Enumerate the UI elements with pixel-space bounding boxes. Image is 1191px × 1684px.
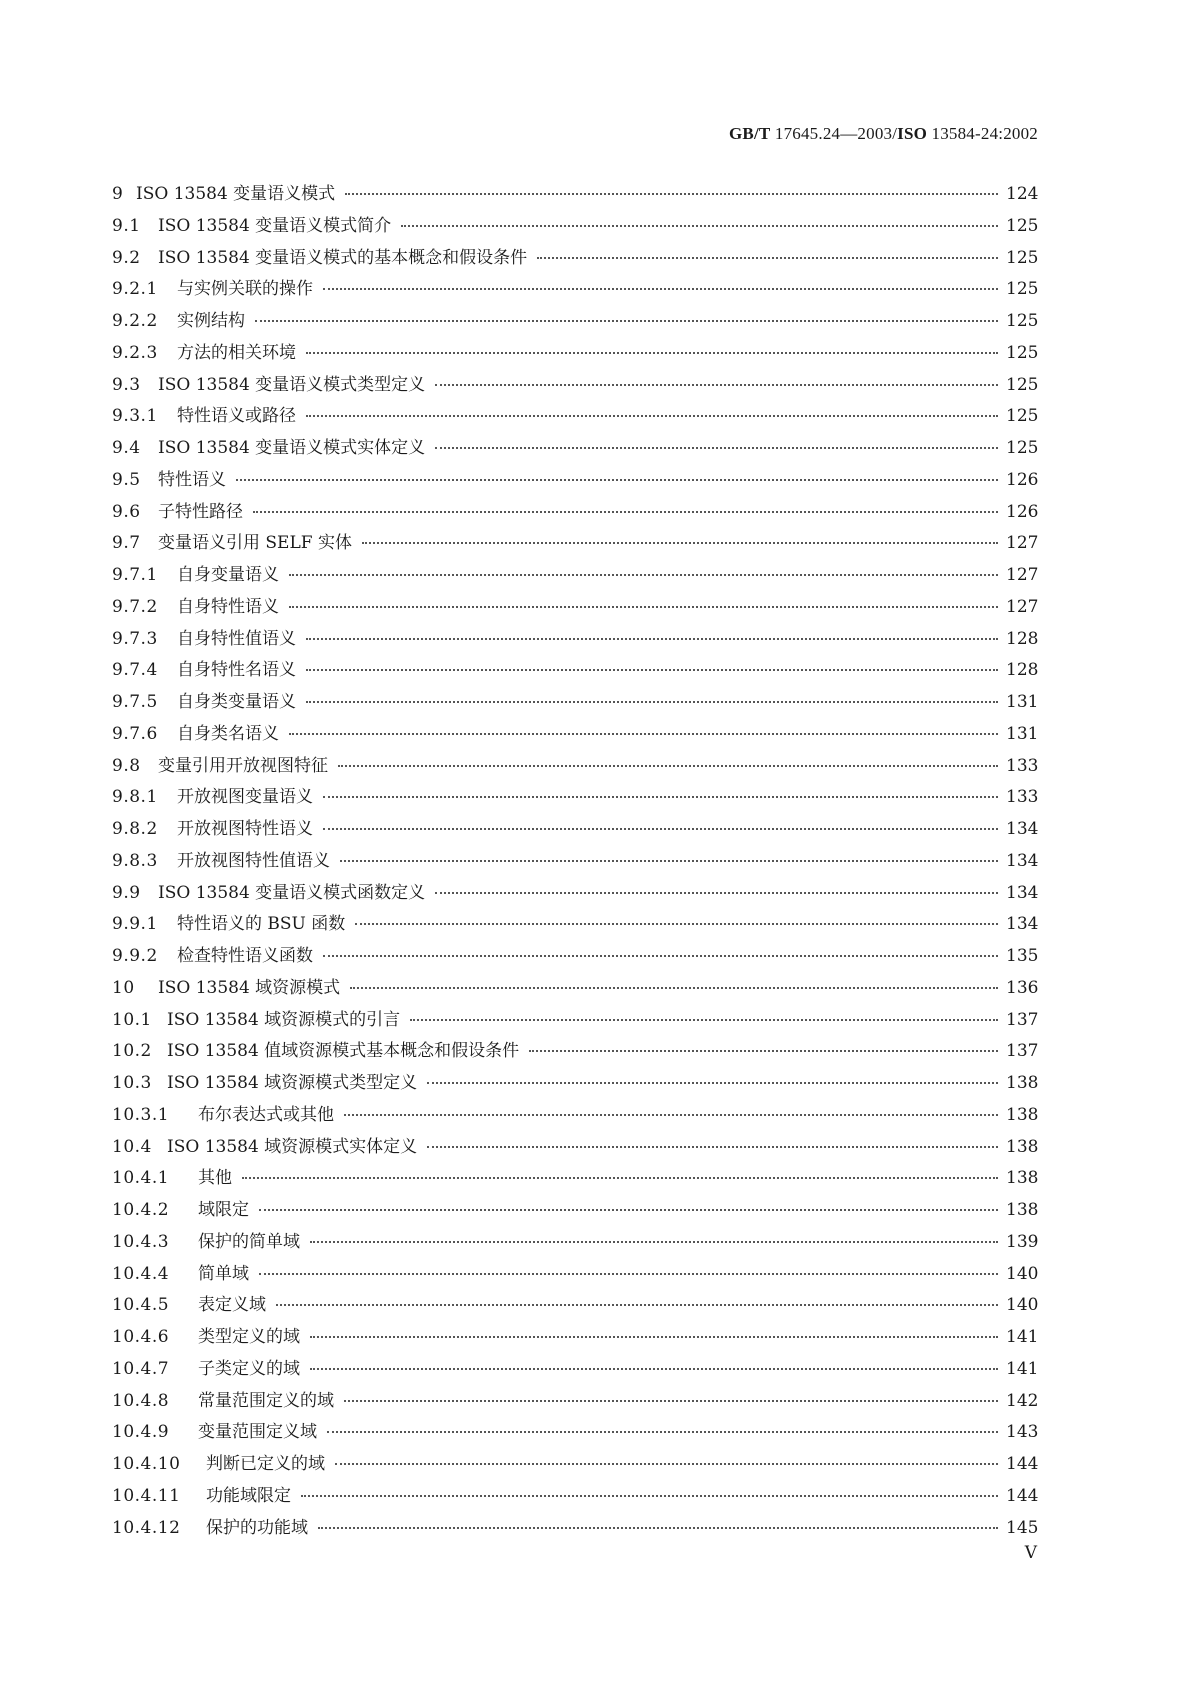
toc-entry-number: 10.4.8 bbox=[112, 1390, 170, 1411]
toc-entry-title: 变量范围定义域 bbox=[198, 1422, 317, 1443]
toc-entry-page: 131 bbox=[1006, 692, 1039, 712]
toc-entry-page: 140 bbox=[1006, 1263, 1039, 1284]
toc-entry bbox=[112, 1290, 1038, 1322]
toc-entry-page: 138 bbox=[1006, 1136, 1039, 1157]
toc-entry bbox=[112, 1163, 1038, 1195]
toc-dot-leader bbox=[301, 1495, 998, 1497]
document-header bbox=[729, 124, 1038, 144]
toc-entry-title: 变量引用开放视图特征 bbox=[158, 755, 328, 776]
toc-entry bbox=[112, 973, 1038, 1005]
toc-entry-page: 125 bbox=[1006, 215, 1039, 236]
toc-entry-title: 功能域限定 bbox=[206, 1485, 291, 1506]
toc-entry-number: 10.4.12 bbox=[112, 1517, 181, 1538]
toc-entry-title: 检查特性语义函数 bbox=[177, 946, 313, 966]
toc-entry-page: 144 bbox=[1006, 1454, 1039, 1474]
toc-entry-title: 表定义域 bbox=[198, 1295, 266, 1316]
toc-entry-page: 139 bbox=[1006, 1231, 1039, 1252]
toc-entry-title: 自身类变量语义 bbox=[177, 692, 296, 712]
toc-entry-page: 138 bbox=[1006, 1200, 1039, 1220]
toc-entry bbox=[112, 719, 1038, 751]
toc-dot-leader bbox=[289, 574, 998, 576]
header-iso-code: ISO bbox=[897, 124, 928, 143]
toc-dot-leader bbox=[427, 1082, 998, 1084]
toc-entry-page: 138 bbox=[1006, 1168, 1039, 1189]
toc-entry bbox=[112, 687, 1038, 719]
toc-dot-leader bbox=[323, 796, 998, 798]
toc-entry-number: 10.1 bbox=[112, 1009, 152, 1030]
toc-dot-leader bbox=[529, 1050, 998, 1052]
toc-entry bbox=[112, 909, 1038, 941]
toc-entry bbox=[112, 1195, 1038, 1227]
toc-entry-title: ISO 13584 域资源模式的引言 bbox=[167, 1009, 401, 1030]
toc-entry-page: 125 bbox=[1006, 406, 1039, 427]
toc-dot-leader bbox=[323, 955, 998, 957]
toc-entry bbox=[112, 941, 1038, 973]
toc-entry-title: 特性语义或路径 bbox=[177, 406, 296, 427]
toc-entry bbox=[112, 751, 1038, 783]
toc-dot-leader bbox=[306, 415, 998, 417]
toc-entry bbox=[112, 1449, 1038, 1481]
toc-entry-title: ISO 13584 变量语义模式类型定义 bbox=[158, 374, 426, 395]
toc-entry bbox=[112, 846, 1038, 878]
toc-dot-leader bbox=[355, 923, 998, 925]
toc-entry-page: 138 bbox=[1006, 1104, 1039, 1125]
toc-entry-number: 9.7.4 bbox=[112, 660, 158, 681]
toc-entry-number: 9.3.1 bbox=[112, 406, 158, 427]
toc-entry bbox=[112, 560, 1038, 592]
toc-entry-page: 141 bbox=[1006, 1327, 1039, 1347]
toc-entry-page: 145 bbox=[1006, 1517, 1039, 1538]
toc-entry-title: 自身特性语义 bbox=[177, 596, 279, 617]
toc-entry-title: 布尔表达式或其他 bbox=[198, 1104, 334, 1125]
toc-entry-title: 简单域 bbox=[198, 1263, 249, 1284]
toc-entry bbox=[112, 306, 1038, 338]
toc-entry-number: 9 bbox=[112, 184, 124, 204]
toc-entry-page: 125 bbox=[1006, 374, 1039, 395]
toc-entry-title: 判断已定义的域 bbox=[206, 1454, 325, 1474]
toc-dot-leader bbox=[410, 1019, 998, 1021]
toc-dot-leader bbox=[335, 1463, 998, 1465]
toc-entry-title: ISO 13584 域资源模式 bbox=[158, 977, 341, 998]
toc-entry bbox=[112, 1386, 1038, 1418]
toc-entry-title: 子类定义的域 bbox=[198, 1358, 300, 1379]
toc-entry-title: 自身特性值语义 bbox=[177, 628, 296, 649]
toc-entry bbox=[112, 814, 1038, 846]
toc-entry-number: 9.5 bbox=[112, 469, 141, 490]
toc-dot-leader bbox=[401, 225, 998, 227]
toc-dot-leader bbox=[236, 479, 998, 481]
toc-entry-number: 10.4.11 bbox=[112, 1485, 181, 1506]
toc-entry-number: 10.4 bbox=[112, 1136, 152, 1157]
toc-entry-title: 特性语义的 BSU 函数 bbox=[177, 914, 346, 935]
toc-entry bbox=[112, 1132, 1038, 1164]
toc-entry-number: 10.3 bbox=[112, 1073, 152, 1093]
toc-dot-leader bbox=[289, 606, 998, 608]
toc-entry-page: 125 bbox=[1006, 311, 1039, 331]
toc-entry-number: 10.4.5 bbox=[112, 1295, 170, 1316]
toc-entry-title: ISO 13584 变量语义模式简介 bbox=[158, 215, 392, 236]
toc-entry-page: 134 bbox=[1006, 850, 1039, 871]
toc-entry-title: 其他 bbox=[198, 1168, 232, 1189]
toc-entry bbox=[112, 782, 1038, 814]
toc-dot-leader bbox=[350, 987, 998, 989]
toc-entry bbox=[112, 878, 1038, 910]
toc-entry-title: 子特性路径 bbox=[158, 501, 243, 522]
toc-dot-leader bbox=[253, 511, 998, 513]
toc-entry-number: 9.7 bbox=[112, 533, 141, 554]
toc-entry bbox=[112, 1513, 1038, 1545]
toc-entry-page: 127 bbox=[1006, 565, 1039, 585]
toc-entry-title: 保护的功能域 bbox=[206, 1517, 308, 1538]
toc-entry bbox=[112, 1100, 1038, 1132]
toc-entry-number: 10.4.2 bbox=[112, 1200, 170, 1220]
toc-entry-number: 9.2.3 bbox=[112, 342, 158, 363]
toc-entry-number: 9.9.2 bbox=[112, 946, 158, 966]
toc-entry-title: 类型定义的域 bbox=[198, 1327, 300, 1347]
toc-entry-title: 特性语义 bbox=[158, 469, 226, 490]
toc-entry-number: 10.4.9 bbox=[112, 1422, 170, 1443]
toc-dot-leader bbox=[345, 193, 998, 195]
toc-entry-title: ISO 13584 变量语义模式实体定义 bbox=[158, 438, 426, 458]
toc-entry bbox=[112, 655, 1038, 687]
toc-entry-number: 10.4.6 bbox=[112, 1327, 170, 1347]
toc-entry bbox=[112, 211, 1038, 243]
toc-entry-number: 9.8 bbox=[112, 755, 141, 776]
toc-entry bbox=[112, 433, 1038, 465]
toc-entry-page: 134 bbox=[1006, 882, 1039, 903]
toc-entry-title: 常量范围定义的域 bbox=[198, 1390, 334, 1411]
toc-entry-page: 124 bbox=[1006, 184, 1039, 204]
toc-entry-number: 9.2.2 bbox=[112, 311, 158, 331]
toc-entry bbox=[112, 338, 1038, 370]
toc-entry bbox=[112, 1417, 1038, 1449]
toc-dot-leader bbox=[289, 733, 998, 735]
toc-entry-title: 自身变量语义 bbox=[177, 565, 279, 585]
page-number: V bbox=[1024, 1543, 1037, 1563]
toc-dot-leader bbox=[306, 669, 998, 671]
header-gb-code: GB/T bbox=[728, 124, 771, 143]
toc-entry-page: 126 bbox=[1006, 501, 1039, 522]
toc-entry-number: 10.4.1 bbox=[112, 1168, 170, 1189]
toc-entry-number: 9.7.1 bbox=[112, 565, 158, 585]
toc-entry-page: 126 bbox=[1006, 469, 1039, 490]
toc-entry bbox=[112, 1036, 1038, 1068]
toc-dot-leader bbox=[276, 1304, 998, 1306]
toc-entry bbox=[112, 1005, 1038, 1037]
toc-dot-leader bbox=[344, 1114, 998, 1116]
toc-entry-page: 138 bbox=[1006, 1073, 1039, 1093]
toc-entry-title: 自身特性名语义 bbox=[177, 660, 296, 681]
toc-entry-number: 10.4.7 bbox=[112, 1358, 170, 1379]
toc-entry-page: 125 bbox=[1006, 247, 1039, 268]
toc-entry-number: 9.2.1 bbox=[112, 279, 158, 300]
toc-entry-page: 133 bbox=[1006, 755, 1039, 776]
toc-dot-leader bbox=[318, 1527, 998, 1529]
toc-dot-leader bbox=[259, 1209, 998, 1211]
toc-entry-number: 9.7.2 bbox=[112, 596, 158, 617]
toc-entry bbox=[112, 1227, 1038, 1259]
toc-entry-number: 10.4.4 bbox=[112, 1263, 170, 1284]
toc-dot-leader bbox=[537, 257, 998, 259]
toc-entry-number: 10.4.3 bbox=[112, 1231, 170, 1252]
toc-dot-leader bbox=[435, 892, 998, 894]
toc-entry bbox=[112, 1354, 1038, 1386]
toc-dot-leader bbox=[340, 860, 998, 862]
toc-entry bbox=[112, 624, 1038, 656]
toc-entry bbox=[112, 1322, 1038, 1354]
toc-dot-leader bbox=[242, 1177, 998, 1179]
toc-entry-title: ISO 13584 变量语义模式的基本概念和假设条件 bbox=[158, 247, 528, 268]
toc-entry-page: 135 bbox=[1006, 946, 1039, 966]
toc-entry-number: 10.3.1 bbox=[112, 1104, 170, 1125]
toc-entry bbox=[112, 370, 1038, 402]
toc-entry-title: 开放视图特性语义 bbox=[177, 819, 313, 839]
toc-entry bbox=[112, 1068, 1038, 1100]
toc-dot-leader bbox=[310, 1368, 998, 1370]
toc-entry-title: 方法的相关环境 bbox=[177, 342, 296, 363]
toc-entry-title: ISO 13584 域资源模式类型定义 bbox=[167, 1073, 418, 1093]
toc-entry-page: 131 bbox=[1006, 723, 1039, 744]
toc-entry-title: 自身类名语义 bbox=[177, 723, 279, 744]
toc-dot-leader bbox=[362, 542, 998, 544]
toc-entry-title: 实例结构 bbox=[177, 311, 245, 331]
toc-entry-number: 10.4.10 bbox=[112, 1454, 181, 1474]
toc-entry-title: ISO 13584 变量语义模式 bbox=[136, 184, 336, 204]
toc-entry bbox=[112, 497, 1038, 529]
toc-entry-page: 125 bbox=[1006, 342, 1039, 363]
toc-entry-page: 134 bbox=[1006, 914, 1039, 935]
toc-entry-page: 127 bbox=[1006, 533, 1039, 554]
toc-entry bbox=[112, 243, 1038, 275]
toc-entry bbox=[112, 592, 1038, 624]
toc-entry bbox=[112, 465, 1038, 497]
toc-entry-number: 9.9.1 bbox=[112, 914, 158, 935]
table-of-contents bbox=[112, 179, 1038, 1544]
toc-dot-leader bbox=[255, 320, 998, 322]
toc-entry-title: ISO 13584 变量语义模式函数定义 bbox=[158, 882, 426, 903]
toc-entry-page: 136 bbox=[1006, 977, 1039, 998]
toc-entry-number: 9.4 bbox=[112, 438, 141, 458]
toc-entry-page: 137 bbox=[1006, 1009, 1039, 1030]
toc-entry-page: 127 bbox=[1006, 596, 1039, 617]
toc-entry-title: 变量语义引用 SELF 实体 bbox=[158, 533, 352, 554]
toc-entry bbox=[112, 528, 1038, 560]
toc-entry-number: 9.1 bbox=[112, 215, 141, 236]
toc-entry-page: 140 bbox=[1006, 1295, 1039, 1316]
toc-entry-page: 128 bbox=[1006, 660, 1039, 681]
header-iso-number: 13584-24:2002 bbox=[927, 124, 1038, 143]
toc-entry-number: 10 bbox=[112, 977, 135, 998]
toc-entry-title: 保护的简单域 bbox=[198, 1231, 300, 1252]
toc-entry-page: 144 bbox=[1006, 1485, 1039, 1506]
toc-entry-number: 9.8.2 bbox=[112, 819, 158, 839]
toc-dot-leader bbox=[427, 1146, 998, 1148]
toc-entry-title: 开放视图变量语义 bbox=[177, 787, 313, 808]
toc-entry-page: 128 bbox=[1006, 628, 1039, 649]
toc-entry-number: 9.8.1 bbox=[112, 787, 158, 808]
toc-dot-leader bbox=[327, 1431, 998, 1433]
toc-entry-page: 137 bbox=[1006, 1041, 1039, 1062]
toc-dot-leader bbox=[310, 1241, 998, 1243]
toc-dot-leader bbox=[259, 1273, 998, 1275]
toc-entry bbox=[112, 1259, 1038, 1291]
toc-dot-leader bbox=[435, 447, 998, 449]
toc-entry-title: ISO 13584 值域资源模式基本概念和假设条件 bbox=[167, 1041, 520, 1062]
toc-entry-number: 9.3 bbox=[112, 374, 141, 395]
toc-entry-number: 9.9 bbox=[112, 882, 141, 903]
toc-entry bbox=[112, 1481, 1038, 1513]
toc-entry-number: 9.7.3 bbox=[112, 628, 158, 649]
toc-entry-number: 9.7.5 bbox=[112, 692, 158, 712]
toc-dot-leader bbox=[435, 384, 998, 386]
toc-dot-leader bbox=[323, 288, 998, 290]
toc-dot-leader bbox=[306, 352, 998, 354]
toc-entry bbox=[112, 179, 1038, 211]
toc-entry-page: 125 bbox=[1006, 438, 1039, 458]
toc-entry-title: 域限定 bbox=[198, 1200, 249, 1220]
toc-entry-title: 与实例关联的操作 bbox=[177, 279, 313, 300]
toc-dot-leader bbox=[310, 1336, 998, 1338]
toc-entry-page: 134 bbox=[1006, 819, 1039, 839]
toc-dot-leader bbox=[323, 828, 998, 830]
toc-entry-title: 开放视图特性值语义 bbox=[177, 850, 330, 871]
toc-entry-page: 142 bbox=[1006, 1390, 1039, 1411]
toc-dot-leader bbox=[344, 1400, 998, 1402]
toc-entry-number: 9.8.3 bbox=[112, 850, 158, 871]
toc-entry-page: 133 bbox=[1006, 787, 1039, 808]
toc-entry-number: 9.2 bbox=[112, 247, 141, 268]
toc-dot-leader bbox=[338, 765, 998, 767]
toc-entry-number: 9.6 bbox=[112, 501, 141, 522]
toc-entry-page: 141 bbox=[1006, 1358, 1039, 1379]
toc-dot-leader bbox=[306, 701, 998, 703]
toc-entry bbox=[112, 401, 1038, 433]
toc-entry-page: 143 bbox=[1006, 1422, 1039, 1443]
header-gb-number: 17645.24—2003/ bbox=[770, 124, 898, 143]
toc-entry-number: 10.2 bbox=[112, 1041, 152, 1062]
toc-dot-leader bbox=[306, 638, 998, 640]
toc-entry-page: 125 bbox=[1006, 279, 1039, 300]
toc-entry-title: ISO 13584 域资源模式实体定义 bbox=[167, 1136, 418, 1157]
toc-entry bbox=[112, 274, 1038, 306]
toc-entry-number: 9.7.6 bbox=[112, 723, 158, 744]
